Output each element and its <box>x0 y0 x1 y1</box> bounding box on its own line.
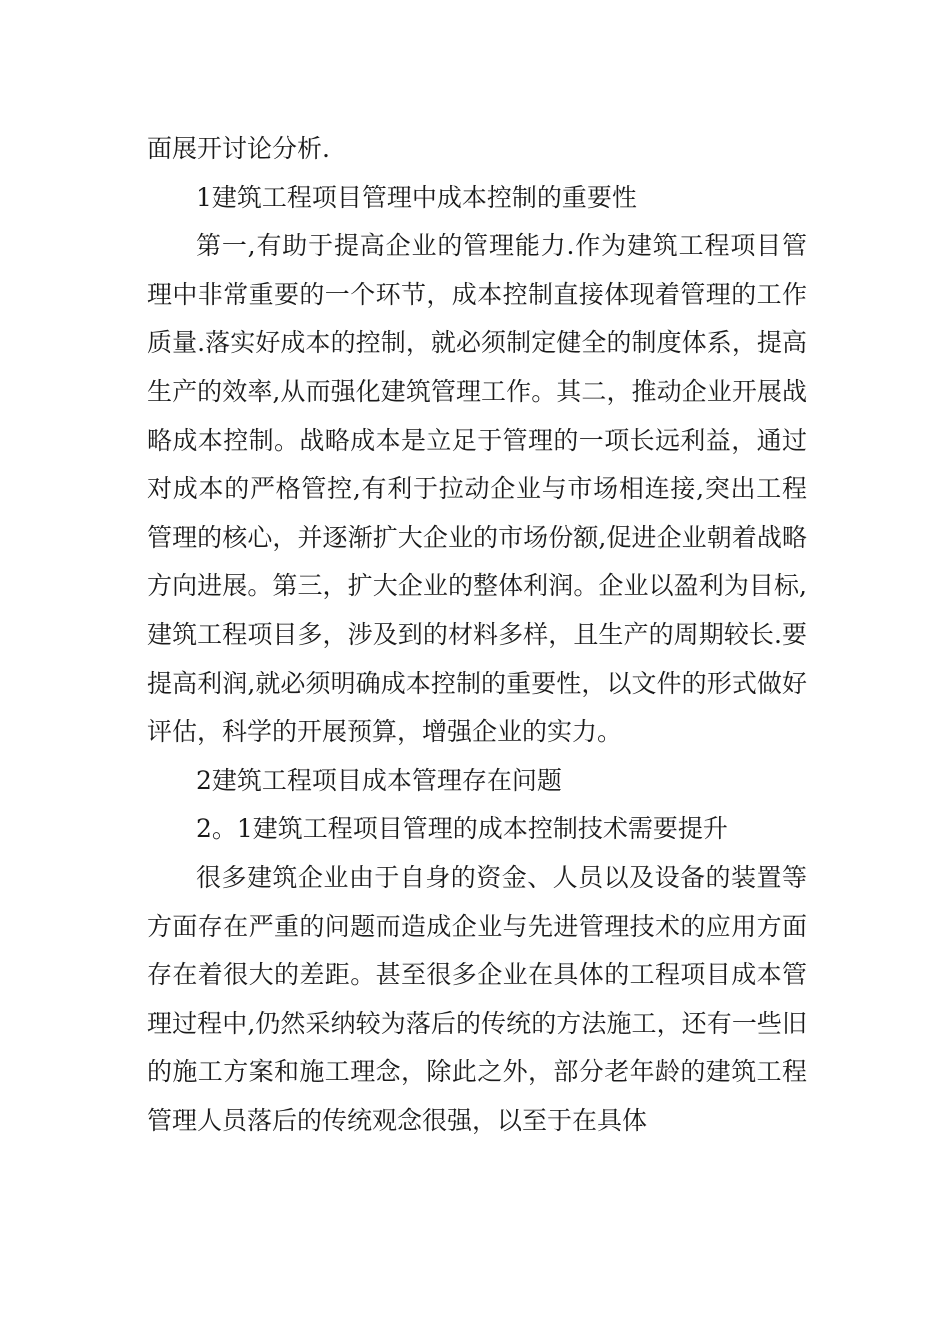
section-heading-2: 2建筑工程项目成本管理存在问题 <box>196 765 562 795</box>
paragraph-technology: 很多建筑企业由于自身的资金、人员以及设备的装置等方面存在严重的问题而造成企业与先进管理技术的应用方面存在着很大的差距。甚至很多企业在具体的工程项目成本管理过程中,仍然采纳较为落后的传统的方法施工，还有一些旧的施工方案和施工理念，除此之外，部分老年龄的建筑工程管理人员落后的传统观念很强，以至于在具体 <box>147 862 807 1135</box>
section-heading-1: 1建筑工程项目管理中成本控制的重要性 <box>196 182 637 212</box>
paragraph-continuation: 面展开讨论分析. <box>147 134 330 163</box>
document-body <box>147 125 807 1145</box>
subsection-heading-2-1: 2。1建筑工程项目管理的成本控制技术需要提升 <box>196 814 728 844</box>
paragraph-importance: 第一,有助于提高企业的管理能力.作为建筑工程项目管理中非常重要的一个环节，成本控制直接体现着管理的工作质量.落实好成本的控制，就必须制定健全的制度体系，提高生产的效率,从而强化建筑管理工作。其二，推动企业开展战略成本控制。战略成本是立足于管理的一项长远利益，通过对成本的严格管控,有利于拉动企业与市场相连接,突出工程管理的核心，并逐渐扩大企业的市场份额,促进企业朝着战略方向进展。第三，扩大企业的整体利润。企业以盈利为目标,建筑工程项目多，涉及到的材料多样，且生产的周期较长.要提高利润,就必须明确成本控制的重要性，以文件的形式做好评估，科学的开展预算，增强企业的实力。 <box>147 231 807 747</box>
